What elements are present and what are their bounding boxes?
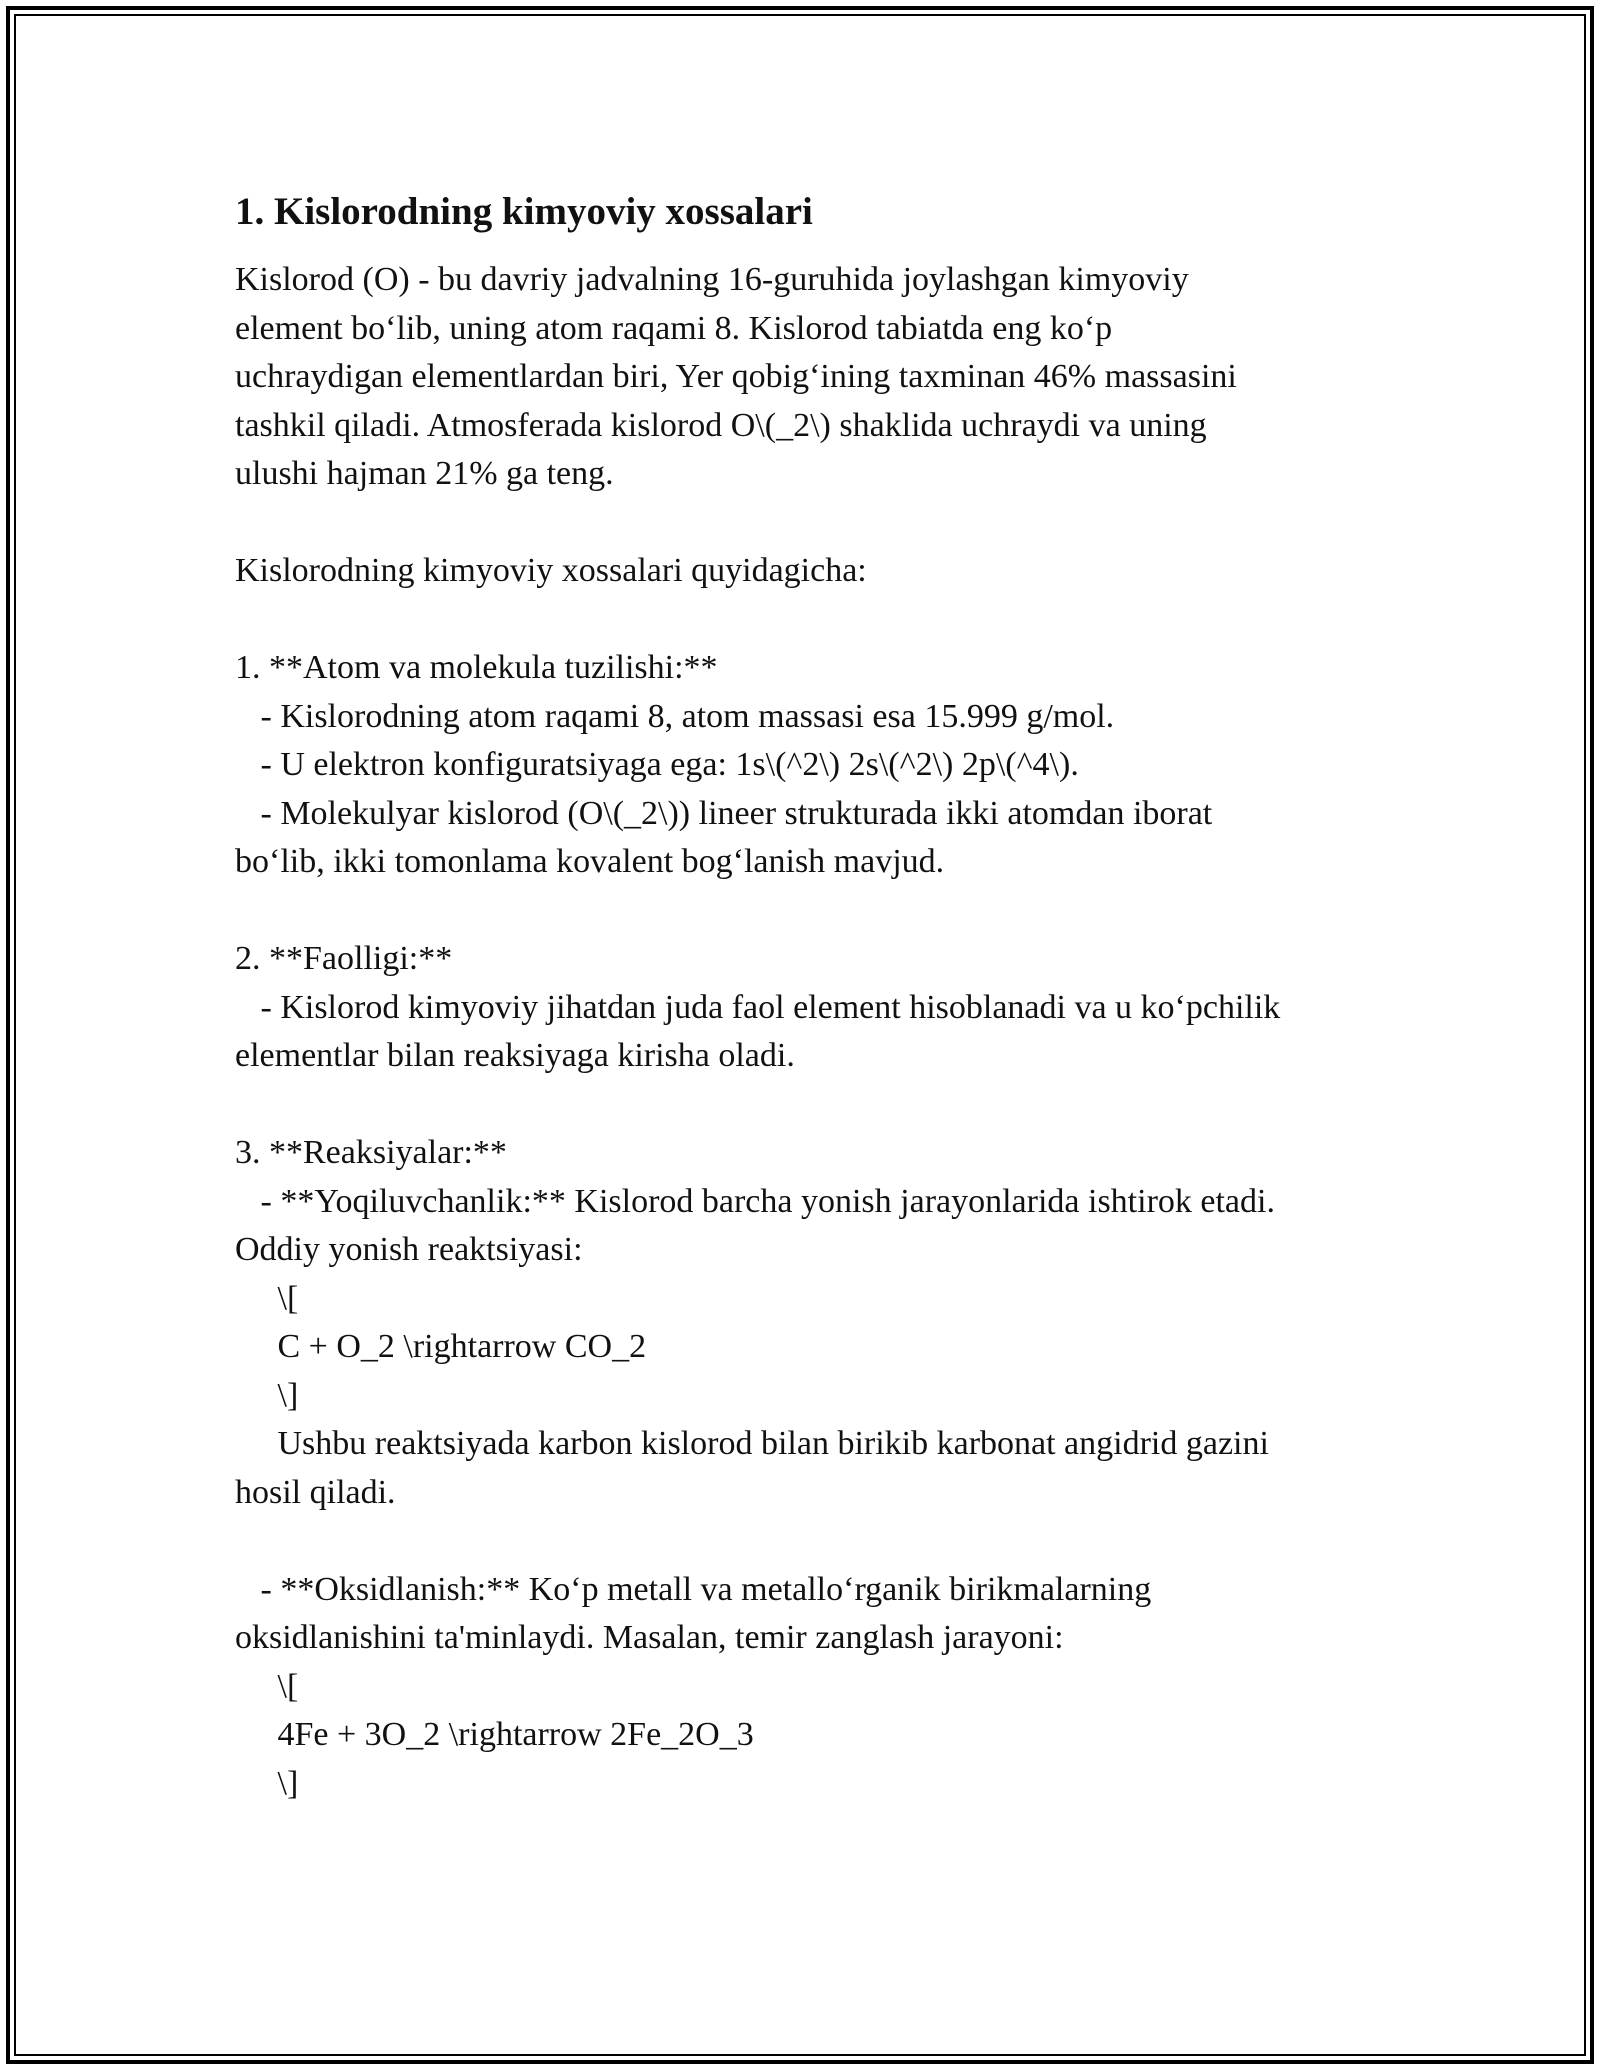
document-content <box>235 184 1395 1808</box>
section-heading: 1. Kislorodning kimyoviy xossalari <box>235 190 813 233</box>
section-body-text: Kislorod (O) - bu davriy jadvalning 16-guruhida joylashgan kimyoviy element bo‘lib, uning atom raqami 8. Kislorod tabiatda eng ko‘p uchraydigan elementlardan biri, Yer qobig‘ining taxminan 46% massasini tashkil qiladi. Atmosferada kislorod O\(_2\) shaklida uchraydi va uning ulushi hajman 21% ga teng. Kislorodning kimyoviy xossalari quyidagicha: 1. **Atom va molekula tuzilishi:** - Kislorodning atom raqami 8, atom massasi esa 15.999 g/mol. - U elektron konfiguratsiyaga ega: 1s\(^2\) 2s\(^2\) 2p\(^4\). - Molekulyar kislorod (O\(_2\)) lineer strukturada ikki atomdan iborat bo‘lib, ikki tomonlama kovalent bog‘lanish mavjud. 2. **Faolligi:** - Kislorod kimyoviy jihatdan juda faol element hisoblanadi va u ko‘pchilik elementlar bilan reaksiyaga kirisha oladi. 3. **Reaksiyalar:** - **Yoqiluvchanlik:** Kislorod barcha yonish jarayonlarida ishtirok etadi. Oddiy yonish reaktsiyasi: \[ C + O_2 \rightarrow CO_2 \] Ushbu reaktsiyada karbon kislorod bilan birikib karbonat angidrid gazini hosil qiladi. - **Oksidlanish:** Ko‘p metall va metallo‘rganik birikmalarning oksidlanishini ta'minlaydi. Masalan, temir zanglash jarayoni: \[ 4Fe + 3O_2 \rightarrow 2Fe_2O_3 \] <box>235 261 1281 1802</box>
